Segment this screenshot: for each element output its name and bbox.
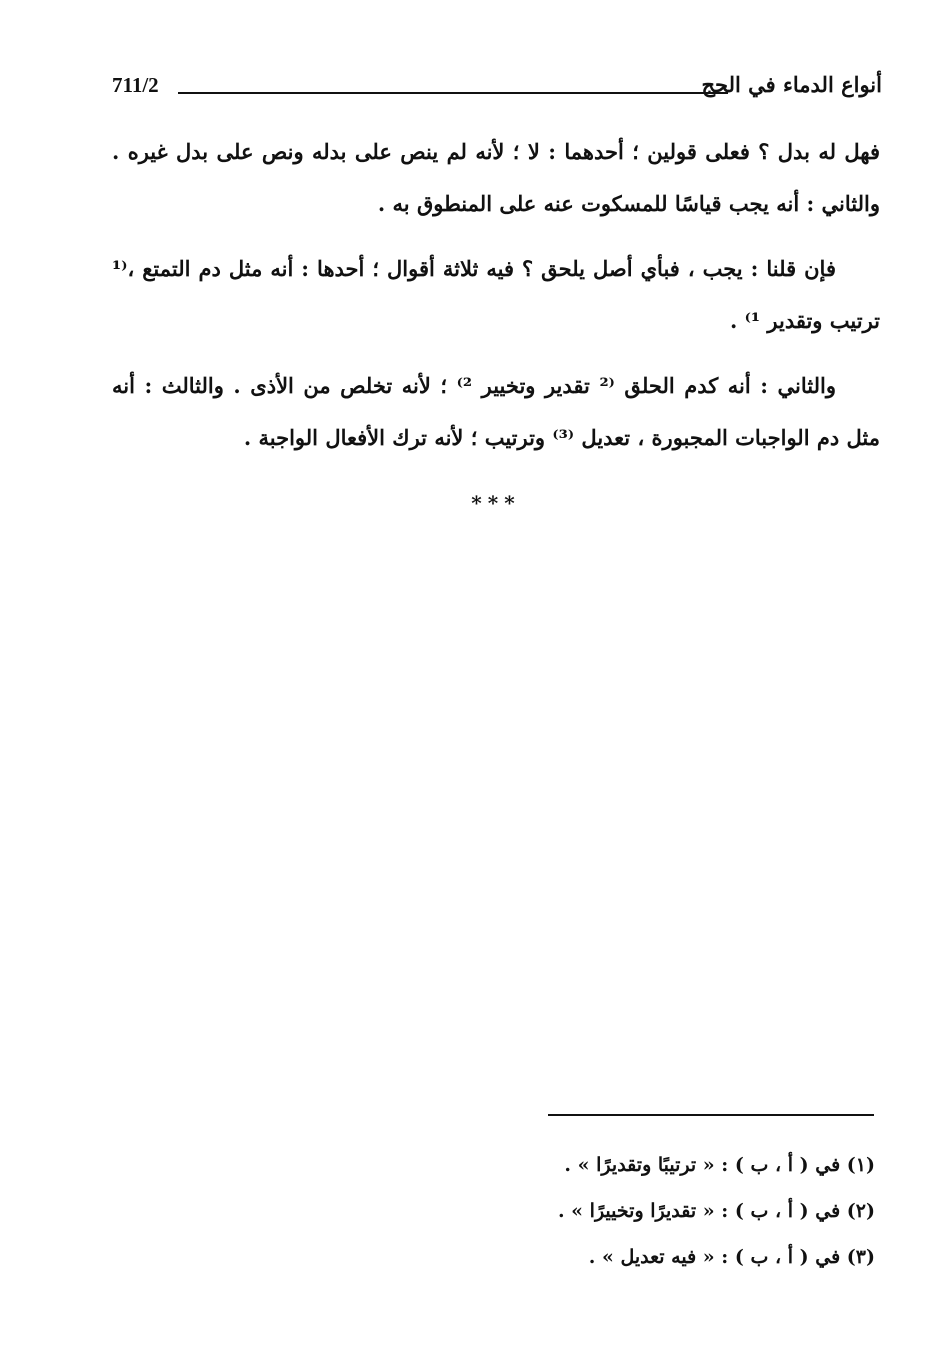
footnote-2: (٢) في ( أ ، ب ) : « تقديرًا وتخييرًا » . [557, 1200, 875, 1222]
footnote-rule [548, 1114, 874, 1116]
section-separator: *** [471, 491, 521, 515]
header-rule [178, 92, 728, 94]
chapter-title: أنواع الدماء في الحج [701, 72, 882, 97]
footnote-1: (١) في ( أ ، ب ) : « ترتيبًا وتقديرًا » . [564, 1154, 875, 1176]
main-text [112, 126, 880, 529]
page-number: 711/2 [112, 73, 159, 97]
paragraph-1: فهل له بدل ؟ فعلى قولين ؛ أحدهما : لا ؛ لأنه لم ينص على بدله ونص على بدل غيره . والثاني : أنه يجب قياسًا للمسكوت عنه على المنطوق به . [112, 139, 880, 216]
footnote-3: (٣) في ( أ ، ب ) : « فيه تعديل » . [588, 1246, 875, 1268]
footnotes [275, 1142, 875, 1280]
running-header [112, 68, 882, 102]
paragraph-3: والثاني : أنه كدم الحلق ⁽² تقدير وتخيير ²⁾ ؛ لأنه تخلص من الأذى . والثالث : أنه مثل دم الواجبات المجبورة ، تعديل ⁽³⁾ وترتيب ؛ لأنه ترك الأفعال الواجبة . [112, 373, 880, 450]
paragraph-2: فإن قلنا : يجب ، فبأي أصل يلحق ؟ فيه ثلاثة أقوال ؛ أحدها : أنه مثل دم التمتع ،⁽¹ ترتيب وتقدير ¹⁾ . [112, 256, 880, 333]
